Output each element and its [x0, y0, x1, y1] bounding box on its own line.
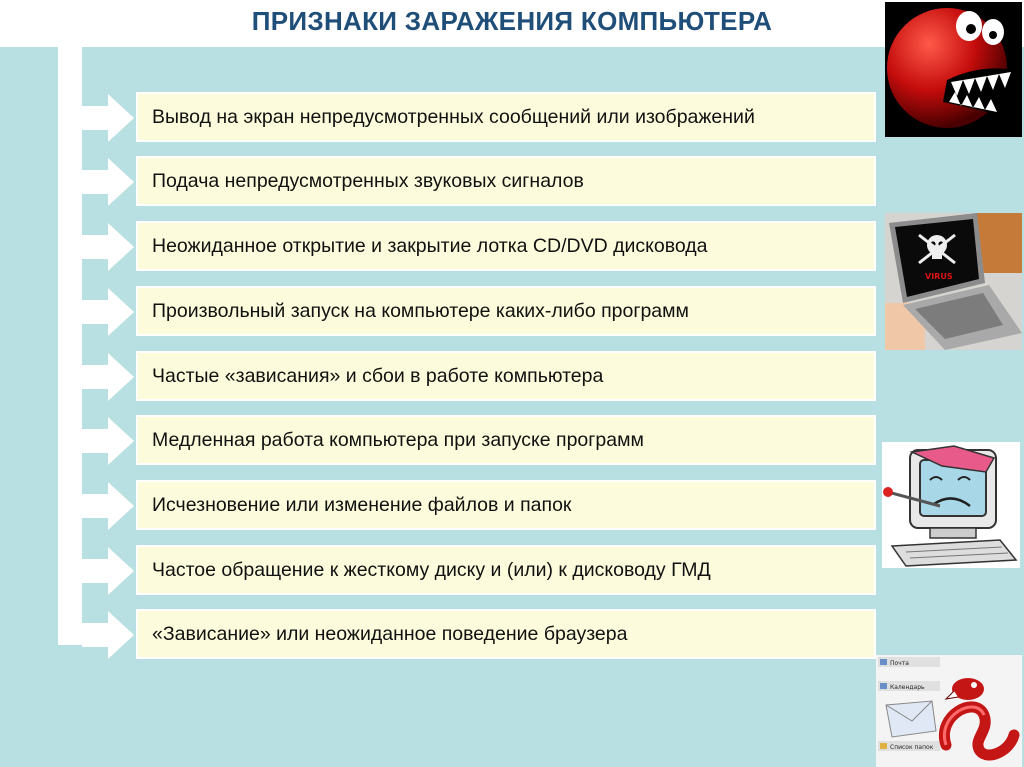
list-item: Медленная работа компьютера при запуске программ: [136, 415, 876, 465]
red-monster-virus-icon: [885, 2, 1022, 137]
list-item: «Зависание» или неожиданное поведение браузера: [136, 609, 876, 659]
content-panel: [0, 47, 1024, 767]
list-item: Частое обращение к жесткому диску и (или) к дисководу ГМД: [136, 545, 876, 595]
list-item: Произвольный запуск на компьютере каких-либо программ: [136, 286, 876, 336]
list-item: Вывод на экран непредусмотренных сообщений или изображений: [136, 92, 876, 142]
laptop-virus-label: VIRUS: [925, 272, 953, 281]
mail-menu-item: Календарь: [890, 684, 925, 691]
list-item: Подача непредусмотренных звуковых сигналов: [136, 156, 876, 206]
list-item: Частые «зависания» и сбои в работе компьютера: [136, 351, 876, 401]
list-item: Неожиданное открытие и закрытие лотка CD/DVD дисковода: [136, 221, 876, 271]
laptop-virus-skull-icon: [885, 213, 1022, 350]
list-item: Исчезновение или изменение файлов и папок: [136, 480, 876, 530]
sick-computer-thermometer-icon: [882, 442, 1020, 568]
mail-menu-item: Список папок: [890, 744, 934, 751]
page-title: ПРИЗНАКИ ЗАРАЖЕНИЯ КОМПЬЮТЕРА: [251, 6, 773, 36]
worm-mail-window-icon: [876, 655, 1022, 767]
arrow-spine: [58, 47, 82, 645]
mail-menu-item: Почта: [890, 660, 909, 667]
